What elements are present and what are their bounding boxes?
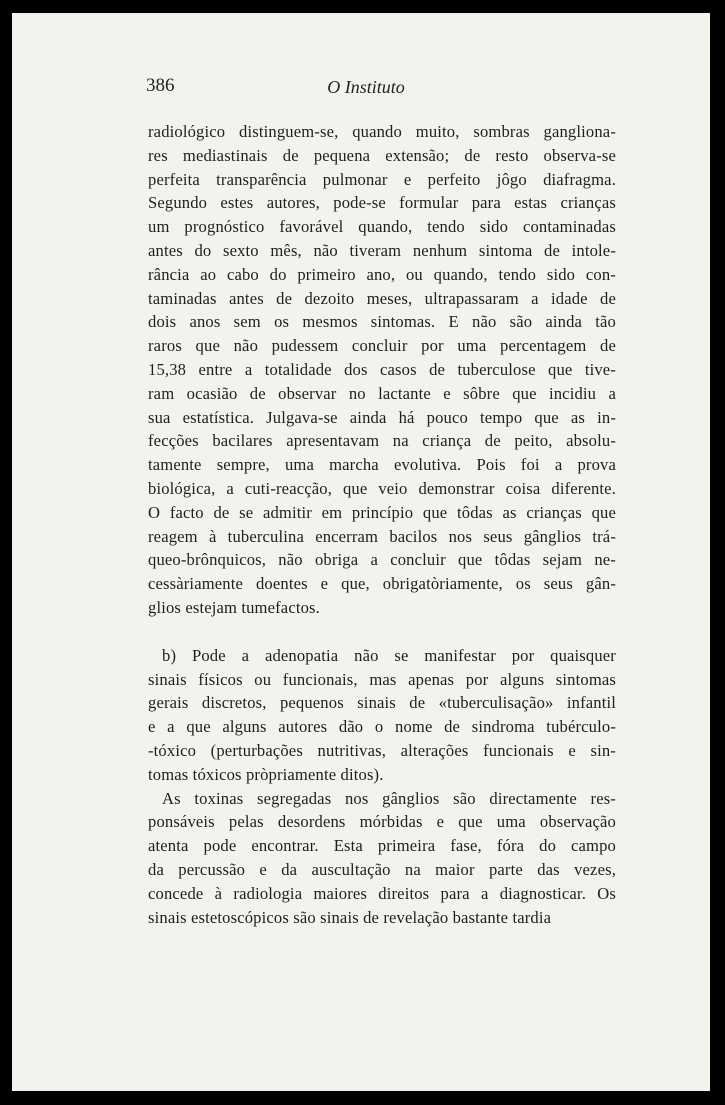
text-line: ram ocasião de observar no lactante e sôbre que incidiu a (148, 383, 616, 403)
text-line: sua estatística. Julgava-se ainda há pouco tempo que as in- (148, 407, 616, 427)
text-line: res mediastinais de pequena extensão; de resto observa-se (148, 145, 616, 165)
text-line: gerais discretos, pequenos sinais de «tuberculisação» infantil (148, 693, 616, 713)
text-line: ponsáveis pelas desordens mórbidas e que uma observação (148, 812, 616, 832)
text-line: biológica, a cuti-reacção, que veio demonstrar coisa diferente. (148, 478, 616, 498)
text-line: concede à radiologia maiores direitos para a diagnosticar. Os (148, 883, 616, 903)
page-number: 386 (146, 75, 175, 96)
text-line: reagem à tuberculina encerram bacilos nos seus gânglios trá- (148, 526, 616, 546)
text-line: sinais estetoscópicos são sinais de revelação bastante tardia (148, 907, 552, 927)
paragraph-gap (148, 620, 616, 644)
text-line: perfeita transparência pulmonar e perfeito jôgo diafragma. (148, 169, 616, 189)
text-line: dois anos sem os mesmos sintomas. E não são ainda tão (148, 312, 616, 332)
running-title: O Instituto (327, 77, 405, 97)
text-line: radiológico distinguem-se, quando muito, sombras gangliona- (148, 122, 616, 141)
body-text (148, 120, 616, 929)
text-line: raros que não pudessem concluir por uma percentagem de (148, 336, 616, 356)
text-line: -tóxico (perturbações nutritivas, alterações funcionais e sin- (148, 740, 616, 760)
page-header (12, 75, 710, 105)
scanned-page (12, 13, 710, 1091)
text-line: tamente sempre, uma marcha evolutiva. Pois foi a prova (148, 455, 616, 475)
text-line: tomas tóxicos pròpriamente ditos). (148, 764, 384, 784)
text-line: e a que alguns autores dão o nome de sindroma tubérculo- (148, 717, 616, 737)
text-line: taminadas antes de dezoito meses, ultrapassaram a idade de (148, 288, 616, 308)
text-line: da percussão e da auscultação na maior parte das vezes, (148, 859, 616, 879)
text-line: 15,38 entre a totalidade dos casos de tuberculose que tive- (148, 359, 616, 379)
text-line: cessàriamente doentes e que, obrigatòriamente, os seus gân- (148, 574, 616, 594)
text-line: rância ao cabo do primeiro ano, ou quando, tendo sido con- (148, 264, 616, 284)
text-line: glios estejam tumefactos. (148, 597, 320, 617)
paragraph-3 (148, 787, 616, 930)
text-line: O facto de se admitir em princípio que tôdas as crianças que (148, 502, 616, 522)
paragraph-2 (148, 644, 616, 787)
text-line: fecções bacilares apresentavam na criança de peito, absolu- (148, 431, 616, 451)
text-line: b) Pode a adenopatia não se manifestar por quaisquer (162, 645, 616, 665)
text-line: um prognóstico favorável quando, tendo sido contaminadas (148, 217, 616, 237)
text-line: sinais físicos ou funcionais, mas apenas por alguns sintomas (148, 669, 616, 689)
text-line: As toxinas segregadas nos gânglios são directamente res- (162, 788, 616, 808)
text-line: atenta pode encontrar. Esta primeira fase, fóra do campo (148, 836, 616, 856)
text-line: antes do sexto mês, não tiveram nenhum sintoma de intole- (148, 240, 616, 260)
paragraph-1 (148, 120, 616, 620)
text-line: Segundo estes autores, pode-se formular para estas crianças (148, 193, 616, 213)
text-line: queo-brônquicos, não obriga a concluir que tôdas sejam ne- (148, 550, 616, 570)
